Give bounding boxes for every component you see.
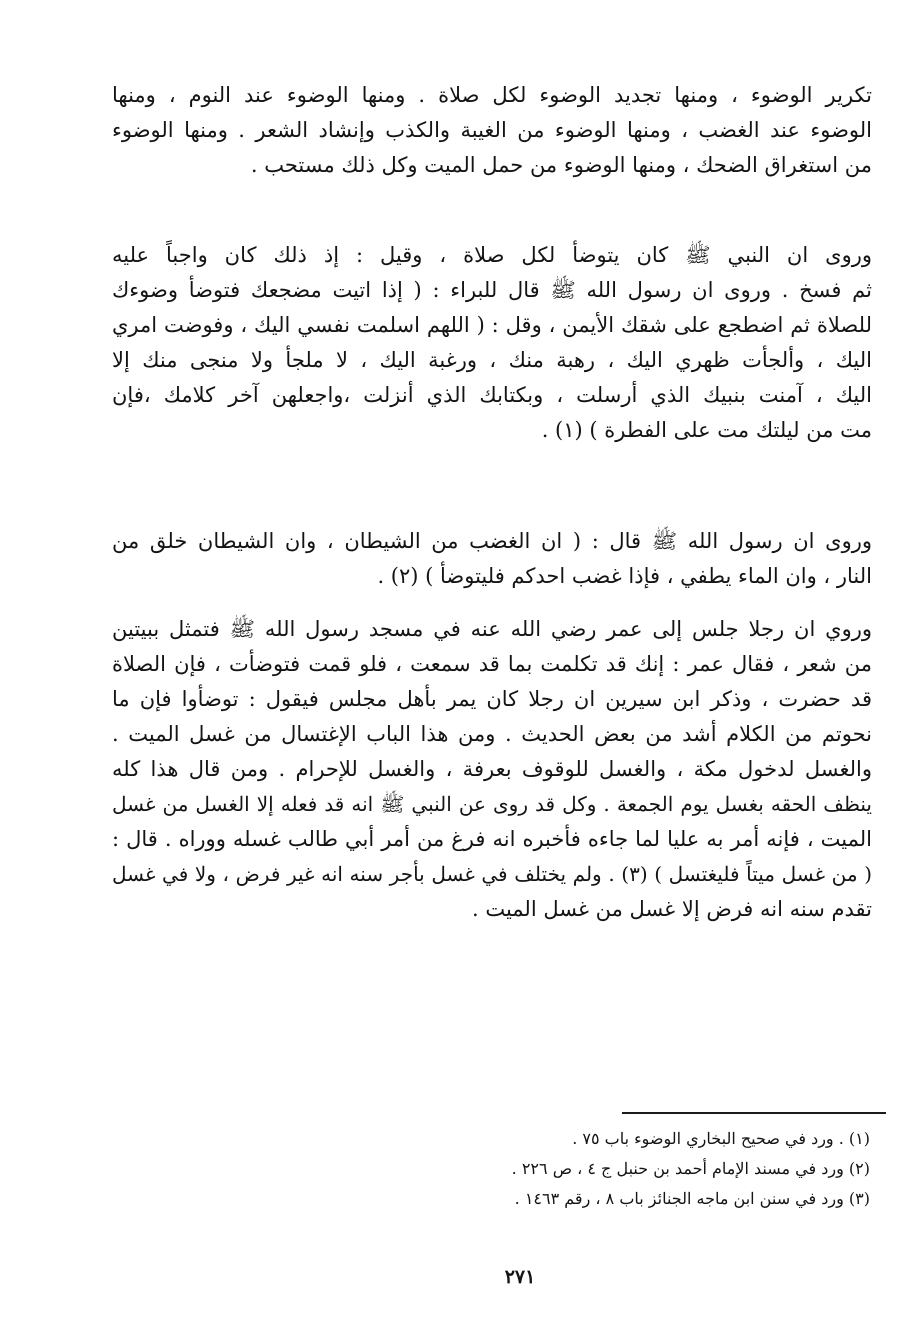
text-line: من استغراق الضحك ، ومنها الوضوء من حمل الميت وكل ذلك مستحب . [250,153,872,177]
text-line: والغسل لدخول مكة ، والغسل للوقوف بعرفة ، والغسل للإحرام . ومن قال هذا كله [112,757,872,781]
paragraph-3 [112,524,872,594]
footnote-2: (٢) ورد في مسند الإمام أحمد بن حنبل ج ٤ ، ص ٢٢٦ . [511,1159,870,1178]
text-line: اليك ، وألجأت ظهري اليك ، رهبة منك ، ورغبة اليك ، لا ملجأ ولا منجى منك إلا [112,348,872,372]
text-line: الوضوء عند الغضب ، ومنها الوضوء من الغيبة والكذب وإنشاد الشعر . ومنها الوضوء [112,118,872,142]
text-line: ينظف الحقه بغسل يوم الجمعة . وكل قد روى عن النبي ﷺ انه قد فعله إلا الغسل من غسل [112,792,872,816]
footnotes [420,1124,870,1214]
text-line: ( من غسل ميتاً فليغتسل ) (٣) . ولم يختلف في غسل بأجر سنه انه غير فرض ، ولا في غسل [112,862,872,886]
footnote-1: (١) . ورد في صحيح البخاري الوضوء باب ٧٥ . [572,1129,870,1148]
paragraph-2 [112,238,872,448]
text-line: تقدم سنه انه فرض إلا غسل من غسل الميت . [471,897,872,921]
paragraph-4 [112,612,872,927]
text-line: اليك ، آمنت بنبيك الذي أرسلت ، وبكتابك الذي أنزلت ،واجعلهن آخر كلامك ،فإن [112,383,872,407]
text-line: وروى ان رسول الله ﷺ قال : ( ان الغضب من الشيطان ، وان الشيطان خلق من [112,529,872,553]
footnote-divider [622,1112,886,1114]
text-line: مت من ليلتك مت على الفطرة ) (١) . [541,418,872,442]
text-line: نحوتم من الكلام أشد من بعض الحديث . ومن هذا الباب الإغتسال من غسل الميت . [112,722,872,746]
paragraph-1 [112,78,872,183]
text-line: ثم فسخ . وروى ان رسول الله ﷺ قال للبراء : ( إذا اتيت مضجعك فتوضأ وضوءك [112,278,872,302]
text-line: الميت ، فإنه أمر به عليا لما جاءه فأخبره انه فرغ من أمر أبي طالب غسله ووراه . قال : [112,827,872,851]
footnote-3: (٣) ورد في سنن ابن ماجه الجنائز باب ٨ ، رقم ١٤٦٣ . [514,1189,870,1208]
text-line: قد حضرت ، وذكر ابن سيرين ان رجلا كان يمر بأهل مجلس فيقول : توضأوا فإن ما [112,687,872,711]
text-line: من شعر ، فقال عمر : إنك قد تكلمت بما قد سمعت ، فلو قمت فتوضأت ، فإن الصلاة [112,652,872,676]
text-line: النار ، وان الماء يطفي ، فإذا غضب احدكم فليتوضأ ) (٢) . [377,564,872,588]
text-line: وروى ان النبي ﷺ كان يتوضأ لكل صلاة ، وقيل : إذ ذلك كان واجباً عليه [112,243,872,267]
text-line: وروي ان رجلا جلس إلى عمر رضي الله عنه في مسجد رسول الله ﷺ فتمثل ببيتين [112,617,872,641]
text-line: تكرير الوضوء ، ومنها تجديد الوضوء لكل صلاة . ومنها الوضوء عند النوم ، ومنها [112,83,872,107]
page-number: ٢٧١ [504,1266,536,1288]
text-line: للصلاة ثم اضطجع على شقك الأيمن ، وقل : ( اللهم اسلمت نفسي اليك ، وفوضت امري [112,313,872,337]
